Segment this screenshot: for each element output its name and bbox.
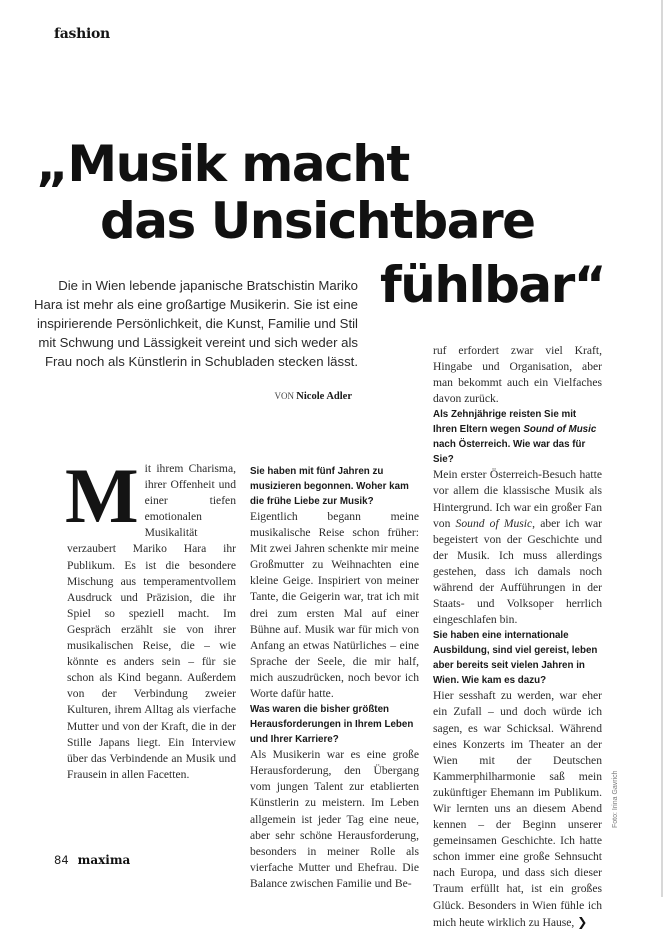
- intro-lead: Die in Wien lebende japanische Bratschistin Mariko Hara ist mehr als eine großartige Musikerin. Sie ist eine inspirierende Persönlichkeit, die Kunst, Familie und Stil mit Schwung und Lässigkeit vereint und sich weder als Frau noch als Künstlerin in Schubladen stecken lässt.: [34, 278, 358, 369]
- answer-3: [433, 467, 602, 628]
- question-3-title: Sound of Music: [523, 424, 597, 436]
- page-number: 84: [54, 853, 69, 867]
- headline-line-2: das Unsichtbare: [100, 192, 535, 250]
- answer-3-text-end: , aber ich war begeistert von der Geschichte und der Musik. Ich muss allerdings gestehen, dass ich damals noch während der Aufführungen in der Staats- und Volksoper herrlich eingeschlafen bin.: [433, 516, 602, 627]
- intro-paragraph: it ihrem Charisma, ihrer Offenheit und einer tiefen emotionalen Musikalität verzaubert Mariko Hara ihr Publikum. Es ist die besondere Mischung aus temperamentvollem Ausdruck und Präzision, die ihr Spiel so speziell macht. Im Gespräch erzählt sie von ihrer musikalischen Reise, die – wie könnte es anders sein – für sie schon als Kind begann. Außerdem von der Verbindung zweier Kulturen, ihrem Alltag als vierfache Mutter und von der Kraft, die in der Stille Japans liegt. Ein Interview über das Verbindende an Musik und Frausein in allen Facetten.: [67, 462, 236, 781]
- answer-2: Als Musikerin war es eine große Herausforderung, den Übergang vom jungen Talent zur etablierten Künstlerin zu meistern. Im Leben allgemein ist jeder Tag eine neue, aber sehr schöne Herausforderung, besonders in meiner Rolle als vierfache Mutter und Ehefrau. Die Balance zwischen Familie und Be-: [250, 748, 419, 890]
- answer-4: [433, 688, 602, 930]
- answer-3-title: Sound of Music: [455, 516, 533, 530]
- section-label: fashion: [54, 26, 110, 42]
- headline-line-3: fühlbar“: [380, 256, 606, 314]
- answer-2-continued: ruf erfordert zwar viel Kraft, Hingabe und Organisation, aber man bekommt auch ein Vielfaches davon zurück.: [433, 344, 602, 406]
- question-1: Sie haben mit fünf Jahren zu musizieren begonnen. Woher kam die frühe Liebe zur Musik?: [250, 466, 409, 507]
- footer: [54, 853, 130, 868]
- magazine-logo: maxima: [77, 853, 131, 867]
- question-4: Sie haben eine internationale Ausbildung, sind viel gereist, leben aber bereits seit vielen Jahren in Wien. Wie kam es dazu?: [433, 630, 598, 687]
- answer-1: Eigentlich begann meine musikalische Reise schon früher: Mit zwei Jahren schenkte mir meine Großmutter zu Weihnachten eine kleine Geige. Inspiriert von meiner Tante, die Geigerin war, trat ich mit drei zum ersten Mal auf einer Bühne auf. Musik war für mich von Anfang an etwas Natürliches – eine Sprache der Seele, die mir half, mich auszudrücken, noch bevor ich Worte dafür hatte.: [250, 510, 419, 701]
- question-2: Was waren die bisher größten Herausforderungen in Ihrem Leben und Ihrer Karriere?: [250, 704, 414, 746]
- byline-prefix: VON: [274, 391, 295, 401]
- article-column-3: [433, 343, 602, 931]
- headline-line-1: „Musik macht: [36, 135, 409, 193]
- question-3-text-end: nach Österreich. Wie war das für Sie?: [433, 439, 586, 466]
- photo-credit: Foto: Irina Gavrich: [612, 770, 619, 828]
- answer-3-text: Mein erster Österreich-Besuch hatte vor allem die klassische Musik als Hintergrund. Ich war ein großer Fan von: [433, 468, 602, 530]
- byline: [200, 391, 352, 402]
- article-column-2: [250, 464, 419, 892]
- continue-arrow-icon: ❯: [577, 914, 588, 929]
- question-3: [433, 407, 602, 467]
- answer-4-text: Hier sesshaft zu werden, war eher ein Zufall – und doch würde ich sagen, es war Schicksal. Während eines Konzerts im Theater an der Wien mit der Deutschen Kammerphilharmonie saß mein zukünftiger Ehemann im Publikum. Wir lernten uns an diesem Abend kennen – der Beginn unserer gemeinsamen Geschichte. Ich hatte schon immer eine große Sehnsucht nach Europa, und dass sich dieser Traum erfüllt hat, ist ein großes Glück. Besonders in Wien fühle ich mich heute wirklich zu Hause,: [433, 689, 602, 929]
- byline-author: Nicole Adler: [296, 391, 352, 402]
- drop-cap: M: [65, 452, 139, 539]
- article-column-1: [65, 452, 236, 783]
- question-3-text: Als Zehnjährige reisten Sie mit Ihren Eltern wegen: [433, 409, 577, 436]
